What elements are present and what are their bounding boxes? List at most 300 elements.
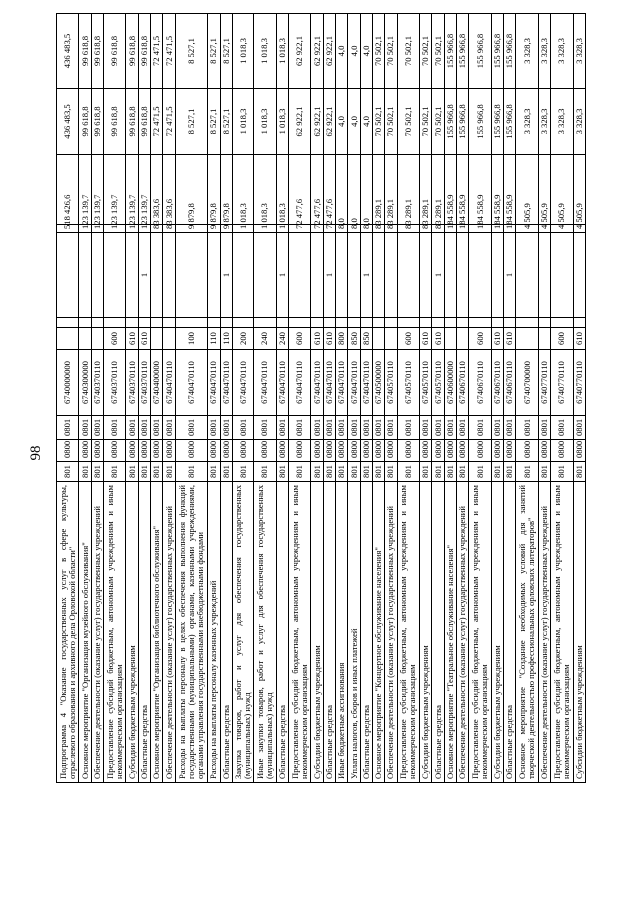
amount-year-3: 72 471,5 — [163, 14, 175, 89]
table-row — [397, 14, 419, 783]
target-article-code: 6740770110 — [538, 350, 550, 416]
amount-year-1: 83 383,6 — [163, 225, 175, 233]
amount-year-1: 72 477,6 — [311, 225, 323, 233]
subsection-code: 0801 — [457, 416, 469, 440]
row-name: Основное мероприятие "Организация библиотечного обслуживания" — [151, 482, 163, 783]
spacer-cell — [57, 318, 79, 328]
subsection-code: 0801 — [360, 416, 372, 440]
amount-year-3: 8 527,1 — [208, 14, 220, 89]
target-article-code: 6740370110 — [126, 350, 138, 416]
spacer-cell — [91, 318, 103, 328]
spacer-cell — [373, 318, 385, 328]
subsection-code: 0801 — [444, 416, 456, 440]
section-code: 0800 — [420, 440, 432, 462]
amount-year-2: 8 527,1 — [175, 89, 208, 155]
page-number: 98 — [28, 445, 44, 461]
amount-year-2: 1 018,3 — [254, 89, 276, 155]
ved-code: 801 — [288, 462, 310, 482]
table-row — [573, 14, 585, 783]
table-row — [57, 14, 79, 783]
section-code: 0800 — [232, 440, 253, 462]
row-name: Областные средства — [504, 482, 516, 783]
spacer-cell — [208, 318, 220, 328]
subsection-code: 0801 — [420, 416, 432, 440]
row-name: Основное мероприятие "Организация музейного обслуживания" — [79, 482, 91, 783]
ved-code: 801 — [138, 462, 150, 482]
expense-type-code: 610 — [432, 328, 444, 350]
row-name: Предоставление субсидий бюджетным, автономным учреждениям и иным некоммерческим организациям — [288, 482, 310, 783]
amount-year-1: 123 139,7 — [126, 225, 138, 233]
amount-year-1: 83 289,1 — [385, 225, 397, 233]
ved-code: 801 — [175, 462, 208, 482]
subsection-code: 0801 — [138, 416, 150, 440]
section-code: 0800 — [311, 440, 323, 462]
target-article-code: 6740370110 — [91, 350, 103, 416]
spacer-cell — [336, 318, 348, 328]
ved-code: 801 — [323, 462, 335, 482]
subsection-code: 0801 — [373, 416, 385, 440]
subsection-code: 0801 — [254, 416, 276, 440]
fund-marker: 1 — [504, 233, 516, 318]
amount-year-2: 99 618,8 — [126, 89, 138, 155]
subsection-code: 0801 — [232, 416, 253, 440]
amount-year-3: 1 018,3 — [254, 14, 276, 89]
amount-year-1: 8,0 — [336, 225, 348, 233]
ved-code: 801 — [373, 462, 385, 482]
expense-type-code: 610 — [138, 328, 150, 350]
amount-year-2: 8 527,1 — [220, 89, 232, 155]
amount-year-1: 184 558,9 — [469, 225, 491, 233]
row-name: Расходы на выплаты персоналу казенных учреждений — [208, 482, 220, 783]
amount-year-3: 70 502,1 — [397, 14, 419, 89]
fund-marker-2 — [336, 155, 348, 225]
fund-marker — [126, 233, 138, 318]
ved-code: 801 — [91, 462, 103, 482]
amount-year-2: 99 618,8 — [104, 89, 126, 155]
ved-code: 801 — [336, 462, 348, 482]
target-article-code: 6740470110 — [232, 350, 253, 416]
spacer-cell — [538, 318, 550, 328]
table-row — [288, 14, 310, 783]
subsection-code: 0801 — [220, 416, 232, 440]
fund-marker — [151, 233, 163, 318]
ved-code: 801 — [163, 462, 175, 482]
amount-year-1: 184 558,9 — [457, 225, 469, 233]
section-code: 0800 — [288, 440, 310, 462]
amount-year-3: 99 618,8 — [79, 14, 91, 89]
target-article-code: 6740470110 — [220, 350, 232, 416]
fund-marker: 1 — [276, 233, 288, 318]
budget-table — [56, 13, 586, 783]
table-row — [323, 14, 335, 783]
target-article-code: 6740700000 — [516, 350, 538, 416]
table-row — [420, 14, 432, 783]
amount-year-2: 3 328,3 — [538, 89, 550, 155]
subsection-code: 0801 — [163, 416, 175, 440]
table-row — [551, 14, 573, 783]
fund-marker: 1 — [220, 233, 232, 318]
fund-marker — [573, 233, 585, 318]
amount-year-3: 62 922,1 — [311, 14, 323, 89]
expense-type-code: 600 — [104, 328, 126, 350]
section-code: 0800 — [444, 440, 456, 462]
fund-marker — [336, 233, 348, 318]
amount-year-1: 72 477,6 — [323, 225, 335, 233]
amount-year-3: 155 966,8 — [457, 14, 469, 89]
ved-code: 801 — [385, 462, 397, 482]
row-name: Обеспечение деятельности (оказание услуг) государственных учреждений — [163, 482, 175, 783]
section-code: 0800 — [276, 440, 288, 462]
amount-year-2: 70 502,1 — [420, 89, 432, 155]
fund-marker — [444, 233, 456, 318]
amount-year-1: 123 139,7 — [79, 225, 91, 233]
ved-code: 801 — [504, 462, 516, 482]
target-article-code: 6740470110 — [276, 350, 288, 416]
ved-code: 801 — [57, 462, 79, 482]
fund-marker — [516, 233, 538, 318]
amount-year-2: 3 328,3 — [551, 89, 573, 155]
subsection-code: 0801 — [175, 416, 208, 440]
expense-type-code: 610 — [491, 328, 503, 350]
subsection-code: 0801 — [385, 416, 397, 440]
amount-year-1: 184 558,9 — [444, 225, 456, 233]
section-code: 0800 — [491, 440, 503, 462]
subsection-code: 0801 — [432, 416, 444, 440]
section-code: 0800 — [516, 440, 538, 462]
spacer-cell — [151, 318, 163, 328]
target-article-code: 6740470110 — [311, 350, 323, 416]
amount-year-1: 123 139,7 — [138, 225, 150, 233]
fund-marker — [538, 233, 550, 318]
expense-type-code — [373, 328, 385, 350]
row-name: Подпрограмма 4 "Оказание государственных услуг в сфере культуры, отраслевого образования и архивного дела Орловской области" — [57, 482, 79, 783]
table-row — [208, 14, 220, 783]
fund-marker: 1 — [360, 233, 372, 318]
fund-marker — [254, 233, 276, 318]
amount-year-3: 3 328,3 — [516, 14, 538, 89]
section-code: 0800 — [138, 440, 150, 462]
table-row — [163, 14, 175, 783]
amount-year-3: 4,0 — [360, 14, 372, 89]
section-code: 0800 — [504, 440, 516, 462]
ved-code: 801 — [232, 462, 253, 482]
fund-marker — [348, 233, 360, 318]
ved-code: 801 — [538, 462, 550, 482]
expense-type-code: 610 — [504, 328, 516, 350]
fund-marker — [57, 233, 79, 318]
amount-year-2: 1 018,3 — [232, 89, 253, 155]
row-name: Областные средства — [138, 482, 150, 783]
amount-year-2: 62 922,1 — [311, 89, 323, 155]
amount-year-3: 62 922,1 — [288, 14, 310, 89]
fund-marker-2 — [360, 155, 372, 225]
ved-code: 801 — [516, 462, 538, 482]
row-name: Обеспечение деятельности (оказание услуг) государственных учреждений — [538, 482, 550, 783]
amount-year-2: 70 502,1 — [432, 89, 444, 155]
section-code: 0800 — [254, 440, 276, 462]
row-name: Субсидии бюджетным учреждениям — [491, 482, 503, 783]
row-name: Предоставление субсидий бюджетным, автономным учреждениям и иным некоммерческим организациям — [104, 482, 126, 783]
row-name: Областные средства — [220, 482, 232, 783]
amount-year-3: 155 966,8 — [444, 14, 456, 89]
table-row — [175, 14, 208, 783]
expense-type-code: 610 — [311, 328, 323, 350]
spacer-cell — [104, 318, 126, 328]
ved-code: 801 — [254, 462, 276, 482]
spacer-cell — [516, 318, 538, 328]
row-name: Областные средства — [323, 482, 335, 783]
amount-year-1: 1 018,3 — [232, 225, 253, 233]
spacer-cell — [491, 318, 503, 328]
target-article-code: 6740470110 — [360, 350, 372, 416]
target-article-code: 6740470110 — [208, 350, 220, 416]
table-row — [91, 14, 103, 783]
table-row — [311, 14, 323, 783]
fund-marker — [91, 233, 103, 318]
section-code: 0800 — [385, 440, 397, 462]
amount-year-3: 436 483,5 — [57, 14, 79, 89]
expense-type-code: 600 — [551, 328, 573, 350]
fund-marker — [385, 233, 397, 318]
amount-year-2: 70 502,1 — [373, 89, 385, 155]
amount-year-1: 4 505,9 — [516, 225, 538, 233]
table-row — [151, 14, 163, 783]
amount-year-2: 72 471,5 — [163, 89, 175, 155]
target-article-code: 6740470110 — [288, 350, 310, 416]
amount-year-3: 99 618,8 — [138, 14, 150, 89]
fund-marker — [491, 233, 503, 318]
amount-year-3: 70 502,1 — [385, 14, 397, 89]
expense-type-code — [516, 328, 538, 350]
amount-year-2: 155 966,8 — [504, 89, 516, 155]
table-row — [254, 14, 276, 783]
target-article-code: 6740300000 — [79, 350, 91, 416]
ved-code: 801 — [220, 462, 232, 482]
target-article-code: 6740670110 — [491, 350, 503, 416]
amount-year-1: 83 289,1 — [373, 225, 385, 233]
expense-type-code: 610 — [126, 328, 138, 350]
amount-year-1: 9 879,8 — [208, 225, 220, 233]
table-row — [538, 14, 550, 783]
expense-type-code: 110 — [220, 328, 232, 350]
section-code: 0800 — [373, 440, 385, 462]
spacer-cell — [79, 318, 91, 328]
expense-type-code: 600 — [397, 328, 419, 350]
row-name: Обеспечение деятельности (оказание услуг) государственных учреждений — [385, 482, 397, 783]
spacer-cell — [276, 318, 288, 328]
amount-year-3: 155 966,8 — [504, 14, 516, 89]
target-article-code: 6740470110 — [323, 350, 335, 416]
fund-marker — [104, 233, 126, 318]
ved-code: 801 — [469, 462, 491, 482]
table-row — [373, 14, 385, 783]
ved-code: 801 — [420, 462, 432, 482]
row-name: Закупка товаров, работ и услуг для обеспечения государственных (муниципальных) нужд — [232, 482, 253, 783]
row-name: Предоставление субсидий бюджетным, автономным учреждениям и иным некоммерческим организациям — [469, 482, 491, 783]
ved-code: 801 — [444, 462, 456, 482]
subsection-code: 0801 — [57, 416, 79, 440]
spacer-cell — [220, 318, 232, 328]
spacer-cell — [288, 318, 310, 328]
subsection-code: 0801 — [573, 416, 585, 440]
section-code: 0800 — [397, 440, 419, 462]
subsection-code: 0801 — [311, 416, 323, 440]
table-row — [504, 14, 516, 783]
section-code: 0800 — [126, 440, 138, 462]
table-row — [457, 14, 469, 783]
amount-year-3: 3 328,3 — [551, 14, 573, 89]
subsection-code: 0801 — [104, 416, 126, 440]
ved-code: 801 — [276, 462, 288, 482]
amount-year-3: 62 922,1 — [323, 14, 335, 89]
spacer-cell — [551, 318, 573, 328]
section-code: 0800 — [469, 440, 491, 462]
row-name: Предоставление субсидий бюджетным, автономным учреждениям и иным некоммерческим организациям — [397, 482, 419, 783]
table-row — [276, 14, 288, 783]
row-name: Областные средства — [276, 482, 288, 783]
amount-year-3: 3 328,3 — [573, 14, 585, 89]
amount-year-3: 72 471,5 — [151, 14, 163, 89]
row-name: Иные бюджетные ассигнования — [336, 482, 348, 783]
ved-code: 801 — [491, 462, 503, 482]
table-row — [336, 14, 348, 783]
table-row — [348, 14, 360, 783]
row-name: Областные средства — [360, 482, 372, 783]
fund-marker: 1 — [138, 233, 150, 318]
fund-marker — [457, 233, 469, 318]
amount-year-3: 70 502,1 — [432, 14, 444, 89]
target-article-code: 6740770110 — [551, 350, 573, 416]
amount-year-1: 4 505,9 — [573, 225, 585, 233]
expense-type-code: 100 — [175, 328, 208, 350]
subsection-code: 0801 — [79, 416, 91, 440]
spacer-cell — [311, 318, 323, 328]
amount-year-1: 83 383,6 — [151, 225, 163, 233]
fund-marker — [175, 233, 208, 318]
spacer-cell — [126, 318, 138, 328]
amount-year-1: 123 139,7 — [91, 225, 103, 233]
subsection-code: 0801 — [504, 416, 516, 440]
section-code: 0800 — [323, 440, 335, 462]
target-article-code: 6740670110 — [457, 350, 469, 416]
fund-marker — [163, 233, 175, 318]
amount-year-1: 518 426,6 — [57, 225, 79, 233]
amount-year-2: 62 922,1 — [288, 89, 310, 155]
amount-year-2: 72 471,5 — [151, 89, 163, 155]
expense-type-code — [538, 328, 550, 350]
amount-year-1: 9 879,8 — [220, 225, 232, 233]
section-code: 0800 — [457, 440, 469, 462]
amount-year-3: 4,0 — [348, 14, 360, 89]
amount-year-1: 72 477,6 — [288, 225, 310, 233]
target-article-code: 6740370110 — [138, 350, 150, 416]
row-name: Субсидии бюджетным учреждениям — [573, 482, 585, 783]
subsection-code: 0801 — [208, 416, 220, 440]
expense-type-code — [57, 328, 79, 350]
row-name: Областные средства — [432, 482, 444, 783]
amount-year-1: 1 018,3 — [254, 225, 276, 233]
section-code: 0800 — [348, 440, 360, 462]
fund-marker — [232, 233, 253, 318]
ved-code: 801 — [151, 462, 163, 482]
table-row — [469, 14, 491, 783]
table-row — [385, 14, 397, 783]
spacer-cell — [360, 318, 372, 328]
amount-year-3: 3 328,3 — [538, 14, 550, 89]
table-row — [138, 14, 150, 783]
target-article-code: 6740400000 — [151, 350, 163, 416]
amount-year-2: 70 502,1 — [397, 89, 419, 155]
ved-code: 801 — [208, 462, 220, 482]
ved-code: 801 — [126, 462, 138, 482]
amount-year-1: 9 879,8 — [175, 225, 208, 233]
table-row — [126, 14, 138, 783]
amount-year-3: 99 618,8 — [91, 14, 103, 89]
target-article-code: 6740770110 — [573, 350, 585, 416]
table-row — [432, 14, 444, 783]
target-article-code: 6740470110 — [254, 350, 276, 416]
amount-year-2: 99 618,8 — [91, 89, 103, 155]
spacer-cell — [432, 318, 444, 328]
row-name: Основное мероприятие "Театральное обслуживание населения" — [444, 482, 456, 783]
spacer-cell — [444, 318, 456, 328]
spacer-cell — [348, 318, 360, 328]
section-code: 0800 — [79, 440, 91, 462]
target-article-code: 6740600000 — [444, 350, 456, 416]
amount-year-2: 3 328,3 — [573, 89, 585, 155]
table-row — [220, 14, 232, 783]
ved-code: 801 — [348, 462, 360, 482]
amount-year-3: 8 527,1 — [175, 14, 208, 89]
expense-type-code — [91, 328, 103, 350]
row-name: Субсидии бюджетным учреждениям — [126, 482, 138, 783]
amount-year-1: 83 289,1 — [420, 225, 432, 233]
table-row — [79, 14, 91, 783]
amount-year-1: 123 139,7 — [104, 225, 126, 233]
spacer-cell — [457, 318, 469, 328]
amount-year-1: 4 505,9 — [551, 225, 573, 233]
expense-type-code: 600 — [288, 328, 310, 350]
subsection-code: 0801 — [551, 416, 573, 440]
subsection-code: 0801 — [516, 416, 538, 440]
table-row — [360, 14, 372, 783]
fund-marker: 1 — [432, 233, 444, 318]
section-code: 0800 — [91, 440, 103, 462]
expense-type-code: 850 — [348, 328, 360, 350]
target-article-code: 6740470110 — [163, 350, 175, 416]
section-code: 0800 — [163, 440, 175, 462]
spacer-cell — [254, 318, 276, 328]
amount-year-3: 155 966,8 — [469, 14, 491, 89]
subsection-code: 0801 — [288, 416, 310, 440]
expense-type-code: 850 — [360, 328, 372, 350]
subsection-code: 0801 — [323, 416, 335, 440]
table-row — [104, 14, 126, 783]
fund-marker — [469, 233, 491, 318]
ved-code: 801 — [79, 462, 91, 482]
target-article-code: 6740570110 — [420, 350, 432, 416]
spacer-cell — [385, 318, 397, 328]
amount-year-2: 155 966,8 — [457, 89, 469, 155]
row-name: Обеспечение деятельности (оказание услуг) государственных учреждений — [91, 482, 103, 783]
amount-year-2: 155 966,8 — [444, 89, 456, 155]
row-name: Иные закупки товаров, работ и услуг для обеспечения государственных (муниципальных) нужд — [254, 482, 276, 783]
table-row — [444, 14, 456, 783]
amount-year-2: 4,0 — [336, 89, 348, 155]
amount-year-2: 70 502,1 — [385, 89, 397, 155]
ved-code: 801 — [104, 462, 126, 482]
subsection-code: 0801 — [151, 416, 163, 440]
